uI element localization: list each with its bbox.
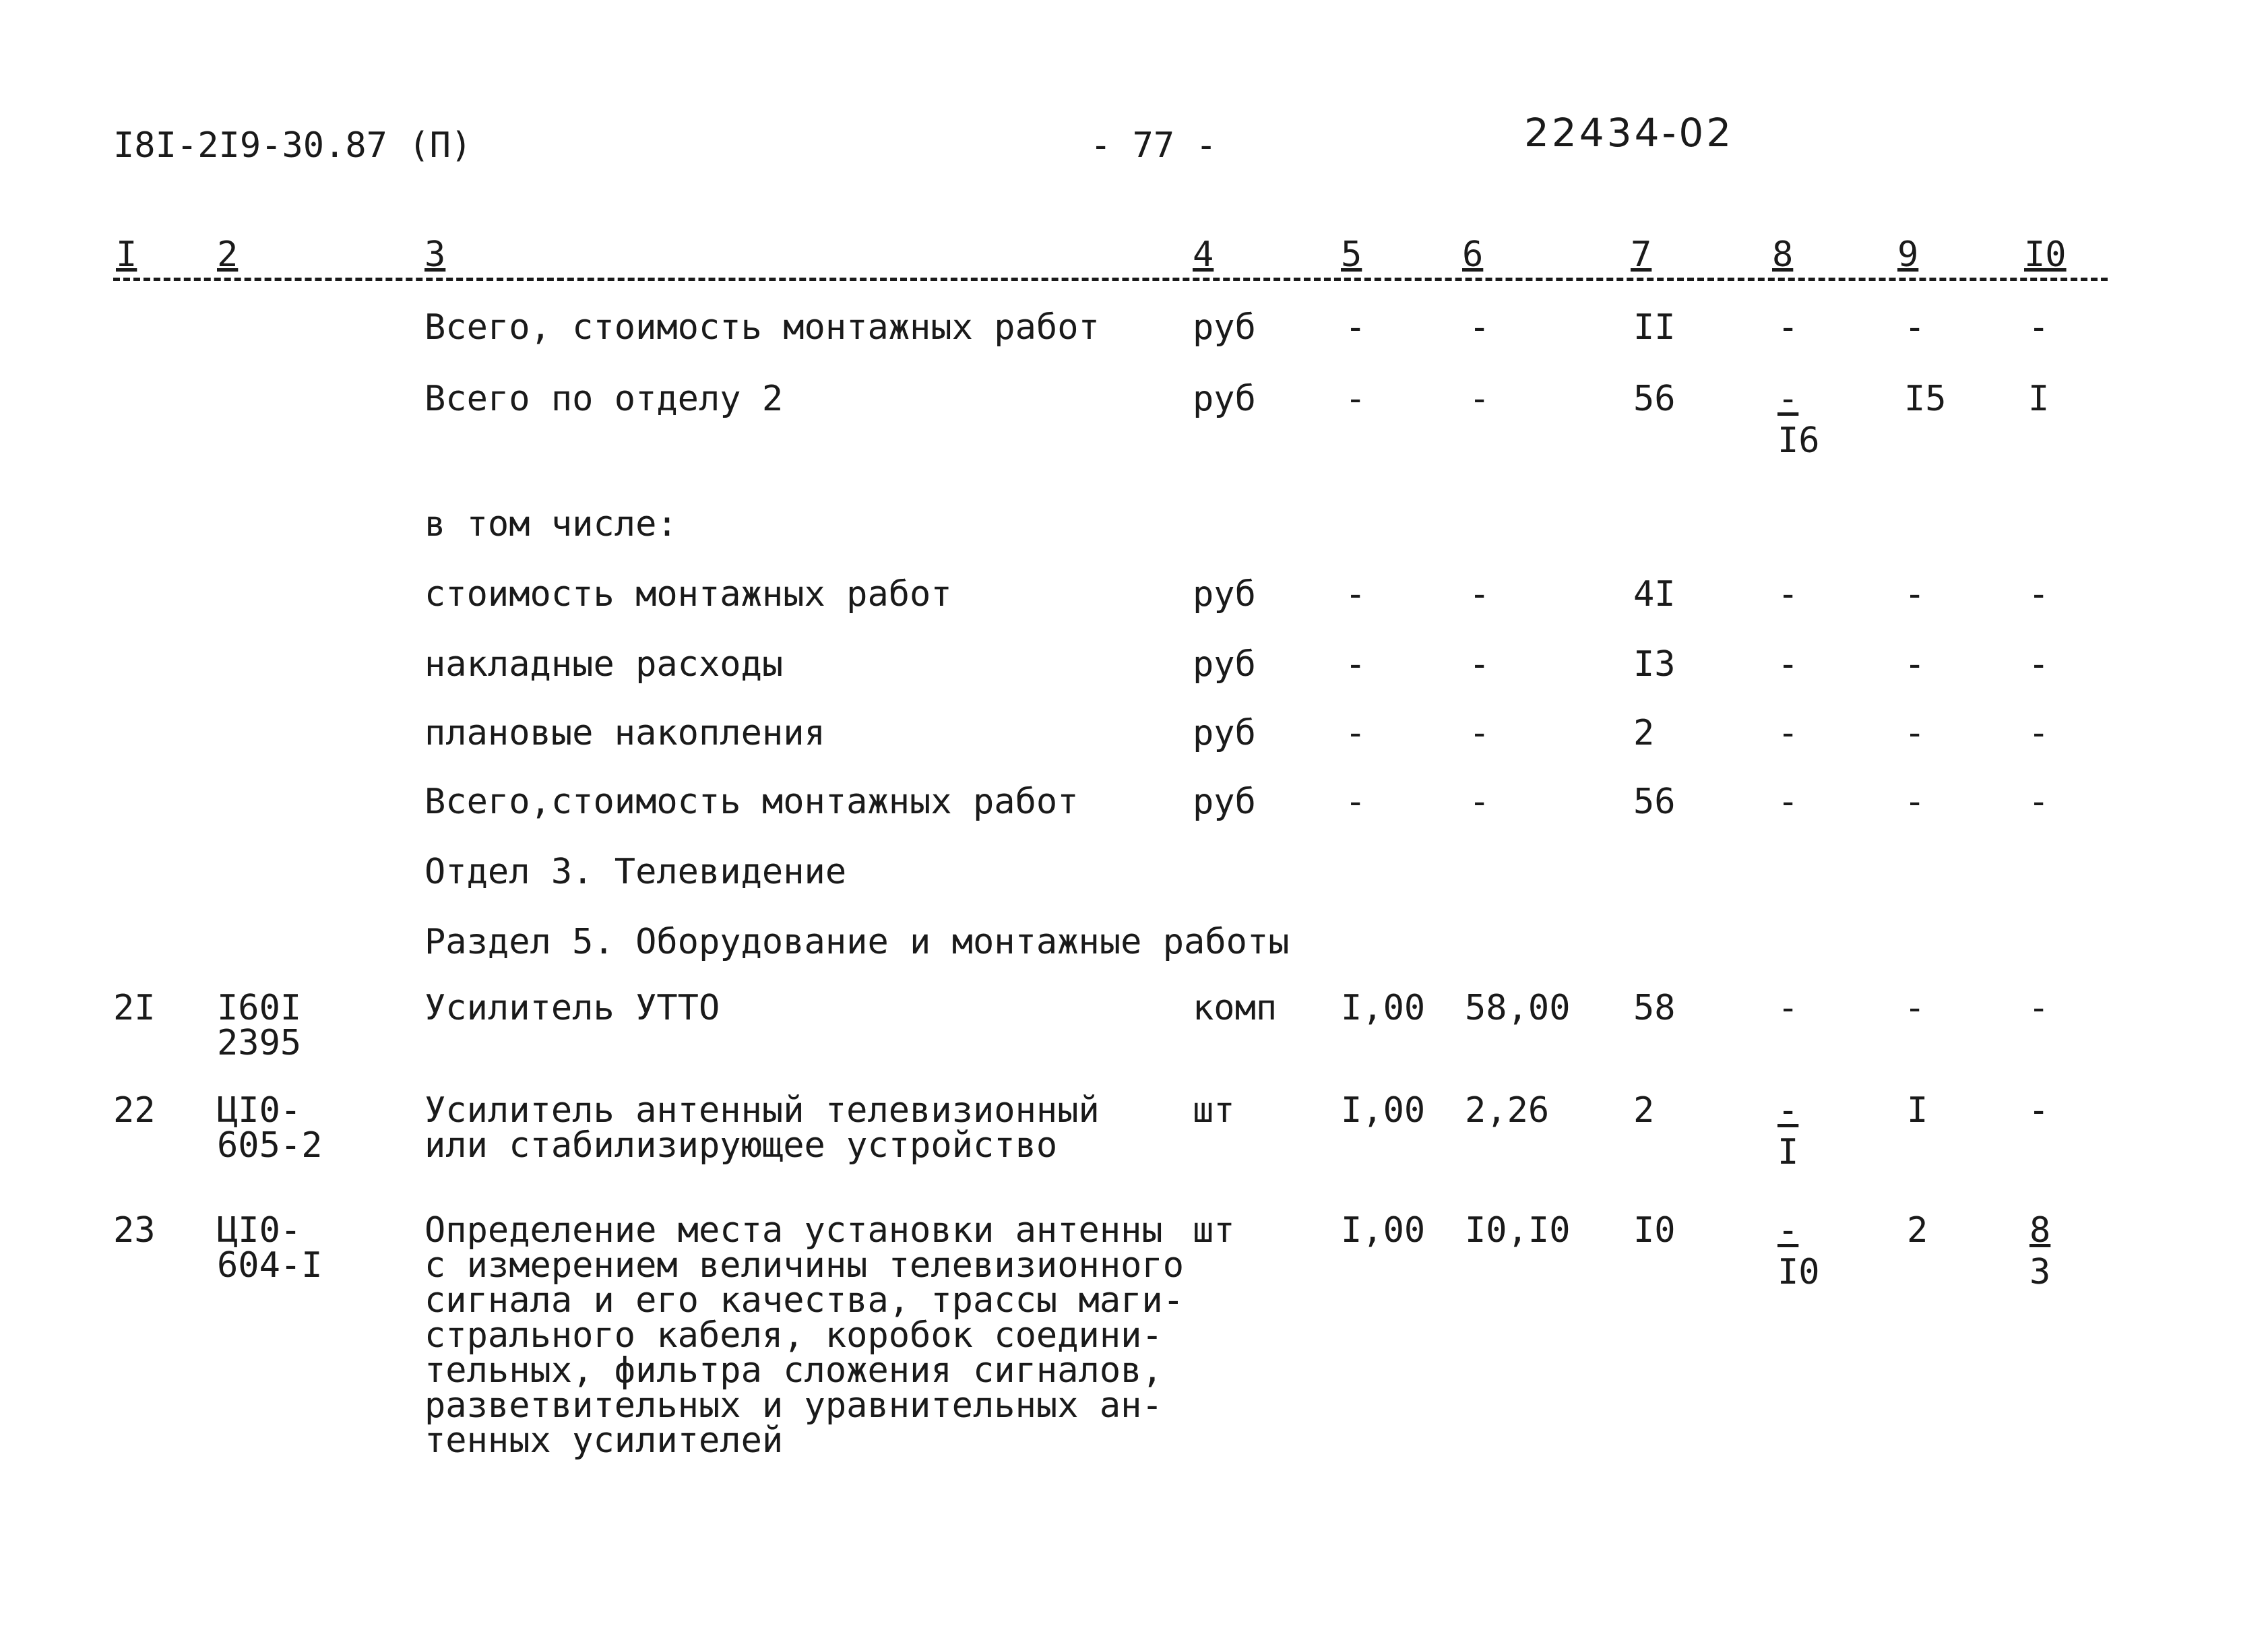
handwritten-code: 22434-02 — [1524, 110, 1734, 156]
col9-value: - — [1904, 307, 1926, 348]
row-number: 23 — [113, 1210, 156, 1251]
price-code: I60I 2395 — [217, 988, 302, 1063]
col10-value: - — [2028, 782, 2050, 822]
col8-value: - — [1777, 782, 1799, 822]
col8-fraction — [1777, 379, 1820, 461]
col5-value: - — [1345, 782, 1366, 822]
item-description: накладные расходы — [424, 644, 784, 685]
col9-value: - — [1904, 988, 1926, 1028]
subtotal-label: в том числе: — [424, 504, 678, 544]
col9-value: - — [1904, 713, 1926, 753]
col5-value: - — [1345, 574, 1366, 615]
col7-value: 2 — [1633, 1090, 1655, 1131]
item-description: плановые накопления — [424, 713, 825, 753]
col5-value: I,00 — [1341, 1090, 1426, 1131]
col9-value: - — [1904, 782, 1926, 822]
col10-value: I — [2028, 379, 2050, 419]
col10-value: - — [2028, 713, 2050, 753]
col5-value: - — [1345, 713, 1366, 753]
col8-fraction — [1777, 1090, 1799, 1172]
unit: руб — [1193, 713, 1256, 753]
unit: комп — [1193, 988, 1278, 1028]
col6-value: - — [1469, 379, 1490, 419]
column-header-9: 9 — [1897, 234, 1919, 275]
fraction-numerator: - — [1777, 379, 1799, 419]
column-header-6: 6 — [1462, 234, 1484, 275]
col10-value: - — [2028, 307, 2050, 348]
price-code: ЦI0- 604-I — [217, 1210, 323, 1286]
col8-value: - — [1777, 713, 1799, 753]
unit: шт — [1193, 1210, 1235, 1251]
col10-fraction — [2029, 1210, 2051, 1292]
col7-value: 4I — [1633, 574, 1676, 615]
col7-value: 2 — [1633, 713, 1655, 753]
fraction-numerator: 8 — [2029, 1210, 2051, 1251]
column-header-10: I0 — [2024, 234, 2067, 275]
col7-value: I0 — [1633, 1210, 1676, 1251]
col9-value: I — [1907, 1090, 1928, 1131]
col5-value: I,00 — [1341, 988, 1426, 1028]
item-description: Усилитель УТТО — [424, 988, 720, 1028]
col10-value: - — [2028, 1090, 2050, 1131]
col6-value: - — [1469, 713, 1490, 753]
col8-value: - — [1777, 307, 1799, 348]
col6-value: - — [1469, 782, 1490, 822]
item-description: Всего,стоимость монтажных работ — [424, 782, 1079, 822]
header-divider — [113, 278, 2108, 281]
item-description: Всего по отделу 2 — [424, 379, 784, 419]
fraction-denominator: 3 — [2029, 1252, 2051, 1292]
fraction-denominator: I0 — [1777, 1252, 1820, 1292]
col7-value: I3 — [1633, 644, 1676, 685]
item-description: Усилитель антенный телевизионный или стабилизирующее устройство — [424, 1090, 1100, 1166]
page-number: - 77 - — [1090, 125, 1217, 166]
department-heading: Отдел 3. Телевидение — [424, 852, 847, 892]
column-header-4: 4 — [1193, 234, 1214, 275]
column-header-8: 8 — [1772, 234, 1794, 275]
column-header-7: 7 — [1631, 234, 1652, 275]
item-description: Определение места установки антенны с измерением величины телевизионного сигнала и его качества, трассы маги- стрального кабеля, коробок соедини- тельных, фильтра сложения сигналов, разветвительных и уравнительных ан- тенных усилителей — [424, 1210, 1185, 1461]
col6-value: - — [1469, 644, 1490, 685]
col7-value: 56 — [1633, 782, 1676, 822]
unit: руб — [1193, 644, 1256, 685]
col8-value: - — [1777, 644, 1799, 685]
column-header-5: 5 — [1341, 234, 1362, 275]
col5-value: I,00 — [1341, 1210, 1426, 1251]
col8-value: - — [1777, 988, 1799, 1028]
col6-value: 58,00 — [1465, 988, 1571, 1028]
fraction-denominator: I6 — [1777, 420, 1820, 461]
col5-value: - — [1345, 307, 1366, 348]
col5-value: - — [1345, 644, 1366, 685]
col9-value: - — [1904, 574, 1926, 615]
unit: руб — [1193, 574, 1256, 615]
col6-value: - — [1469, 574, 1490, 615]
row-number: 22 — [113, 1090, 156, 1131]
column-header-3: 3 — [424, 234, 446, 275]
item-description: Всего, стоимость монтажных работ — [424, 307, 1100, 348]
col6-value: 2,26 — [1465, 1090, 1550, 1131]
col8-value: - — [1777, 574, 1799, 615]
price-code: ЦI0- 605-2 — [217, 1090, 323, 1166]
fraction-denominator: I — [1777, 1132, 1799, 1172]
col6-value: - — [1469, 307, 1490, 348]
unit: шт — [1193, 1090, 1235, 1131]
unit: руб — [1193, 307, 1256, 348]
col7-value: II — [1633, 307, 1676, 348]
column-header-1: I — [116, 234, 137, 275]
col9-value: 2 — [1907, 1210, 1928, 1251]
col10-value: - — [2028, 574, 2050, 615]
row-number: 2I — [113, 988, 156, 1028]
document-code: I8I-2I9-30.87 (П) — [113, 125, 472, 166]
col10-value: - — [2028, 988, 2050, 1028]
fraction-numerator: - — [1777, 1090, 1799, 1131]
unit: руб — [1193, 379, 1256, 419]
col5-value: - — [1345, 379, 1366, 419]
col6-value: I0,I0 — [1465, 1210, 1571, 1251]
unit: руб — [1193, 782, 1256, 822]
col8-fraction — [1777, 1210, 1820, 1292]
section-heading: Раздел 5. Оборудование и монтажные работы — [424, 922, 1290, 962]
col7-value: 58 — [1633, 988, 1676, 1028]
fraction-numerator: - — [1777, 1210, 1799, 1251]
col9-value: - — [1904, 644, 1926, 685]
item-description: стоимость монтажных работ — [424, 574, 952, 615]
col7-value: 56 — [1633, 379, 1676, 419]
col9-value: I5 — [1904, 379, 1947, 419]
col10-value: - — [2028, 644, 2050, 685]
column-header-2: 2 — [217, 234, 239, 275]
